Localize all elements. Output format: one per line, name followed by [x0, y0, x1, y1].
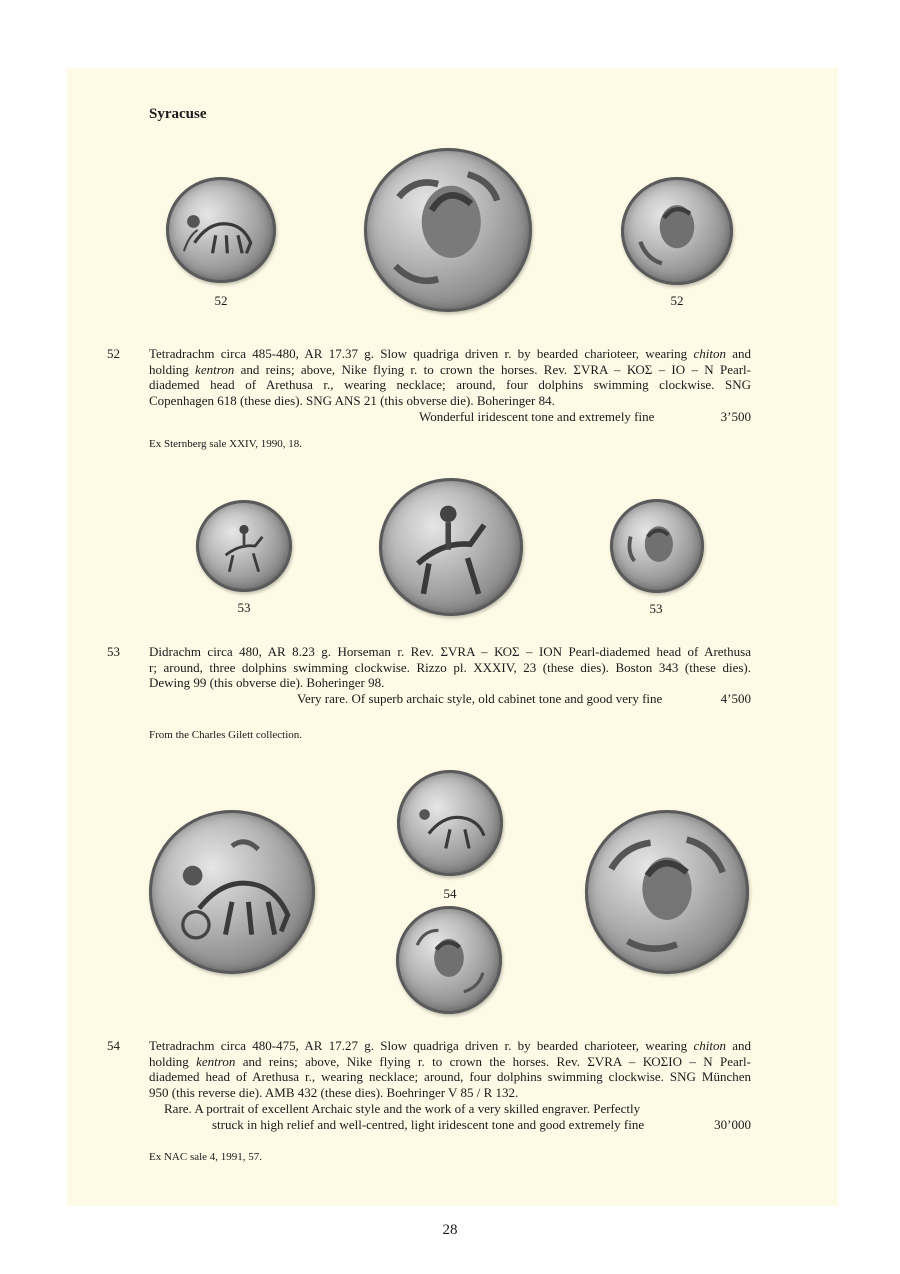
grade: struck in high relief and well-centred, light iridescent tone and good extremely fine	[212, 1117, 645, 1132]
coin-52-reverse-small	[621, 177, 733, 285]
coin-54-reverse-enlarged	[585, 810, 749, 974]
page-number: 28	[442, 1222, 458, 1238]
lot-description: Tetradrachm circa 485-480, AR 17.37 g. Slow quadriga driven r. by bearded charioteer, wearing chiton and holding kentron and reins; above, Nike flying r. to crown the horses. Rev. ΣVRA – ΚΟΣ – ΙΟ – Ν Pearl- diademed head of Arethusa r., wearing necklace; around, four dolphins swimming clockwise. SNG Copenhagen 618 (these dies). SNG ANS 21 (this obverse die). Boheringer 84.	[149, 346, 752, 408]
provenance: Ex Sternberg sale XXIV, 1990, 18.	[149, 438, 302, 450]
arethusa-head-motif	[364, 148, 532, 312]
coin-53-enlarged	[379, 478, 523, 616]
quadriga-motif	[149, 810, 315, 974]
lot-number: 52	[107, 346, 120, 361]
grade: Rare. A portrait of excellent Archaic style and the work of a very skilled engraver. Perfectly	[164, 1101, 641, 1116]
lot-number: 53	[107, 644, 120, 659]
lot-description: Tetradrachm circa 480-475, AR 17.27 g. Slow quadriga driven r. by bearded charioteer, wearing chiton and holding kentron and reins; above, Nike flying r. to crown the horses. Rev. ΣVRA – ΚΟΣΙΟ – Ν Pearl- diademed head of Arethusa r., wearing necklace; around, four dolphins swimming clockwise. SNG München 950 (this reverse die). AMB 432 (these dies). Boehringer V 85 / R 132.	[149, 1038, 752, 1100]
grade: Wonderful iridescent tone and extremely fine	[419, 409, 655, 424]
coin-54-obverse-small	[397, 770, 503, 876]
grade: Very rare. Of superb archaic style, old cabinet tone and good very fine	[297, 691, 663, 706]
coin-53-obverse-small	[196, 500, 292, 592]
lot-description: Didrachm circa 480, AR 8.23 g. Horseman r. Rev. ΣVRA – ΚΟΣ – ΙΟΝ Pearl-diademed head of Arethusa r; around, three dolphins swimming clockwise. Rizzo pl. XXXIV, 23 (these dies). Boston 343 (these dies). Dewing 99 (this obverse die). Boheringer 98.	[149, 644, 751, 691]
coin-label: 53	[237, 600, 251, 615]
lot-number: 54	[107, 1038, 120, 1053]
coin-label: 52	[214, 293, 228, 308]
arethusa-head-motif	[585, 810, 749, 974]
coin-53-reverse-small	[610, 499, 704, 593]
coin-label: 54	[443, 886, 457, 901]
arethusa-head-motif	[396, 906, 502, 1014]
quadriga-motif	[397, 770, 503, 876]
price: 4’500	[720, 691, 751, 706]
section-title: Syracuse	[149, 106, 207, 122]
price: 30’000	[714, 1117, 751, 1132]
provenance: From the Charles Gilett collection.	[149, 729, 303, 741]
provenance: Ex NAC sale 4, 1991, 57.	[149, 1151, 263, 1163]
coin-52-enlarged	[364, 148, 532, 312]
price: 3’500	[720, 409, 751, 424]
quadriga-motif	[166, 177, 276, 283]
coin-label: 52	[670, 293, 684, 308]
arethusa-head-motif	[621, 177, 733, 285]
horseman-motif	[379, 478, 523, 616]
horseman-motif	[196, 500, 292, 592]
arethusa-head-motif	[610, 499, 704, 593]
coin-52-obverse-small	[166, 177, 276, 283]
coin-54-reverse-small	[396, 906, 502, 1014]
coin-label: 53	[649, 601, 663, 616]
coin-54-obverse-enlarged	[149, 810, 315, 974]
